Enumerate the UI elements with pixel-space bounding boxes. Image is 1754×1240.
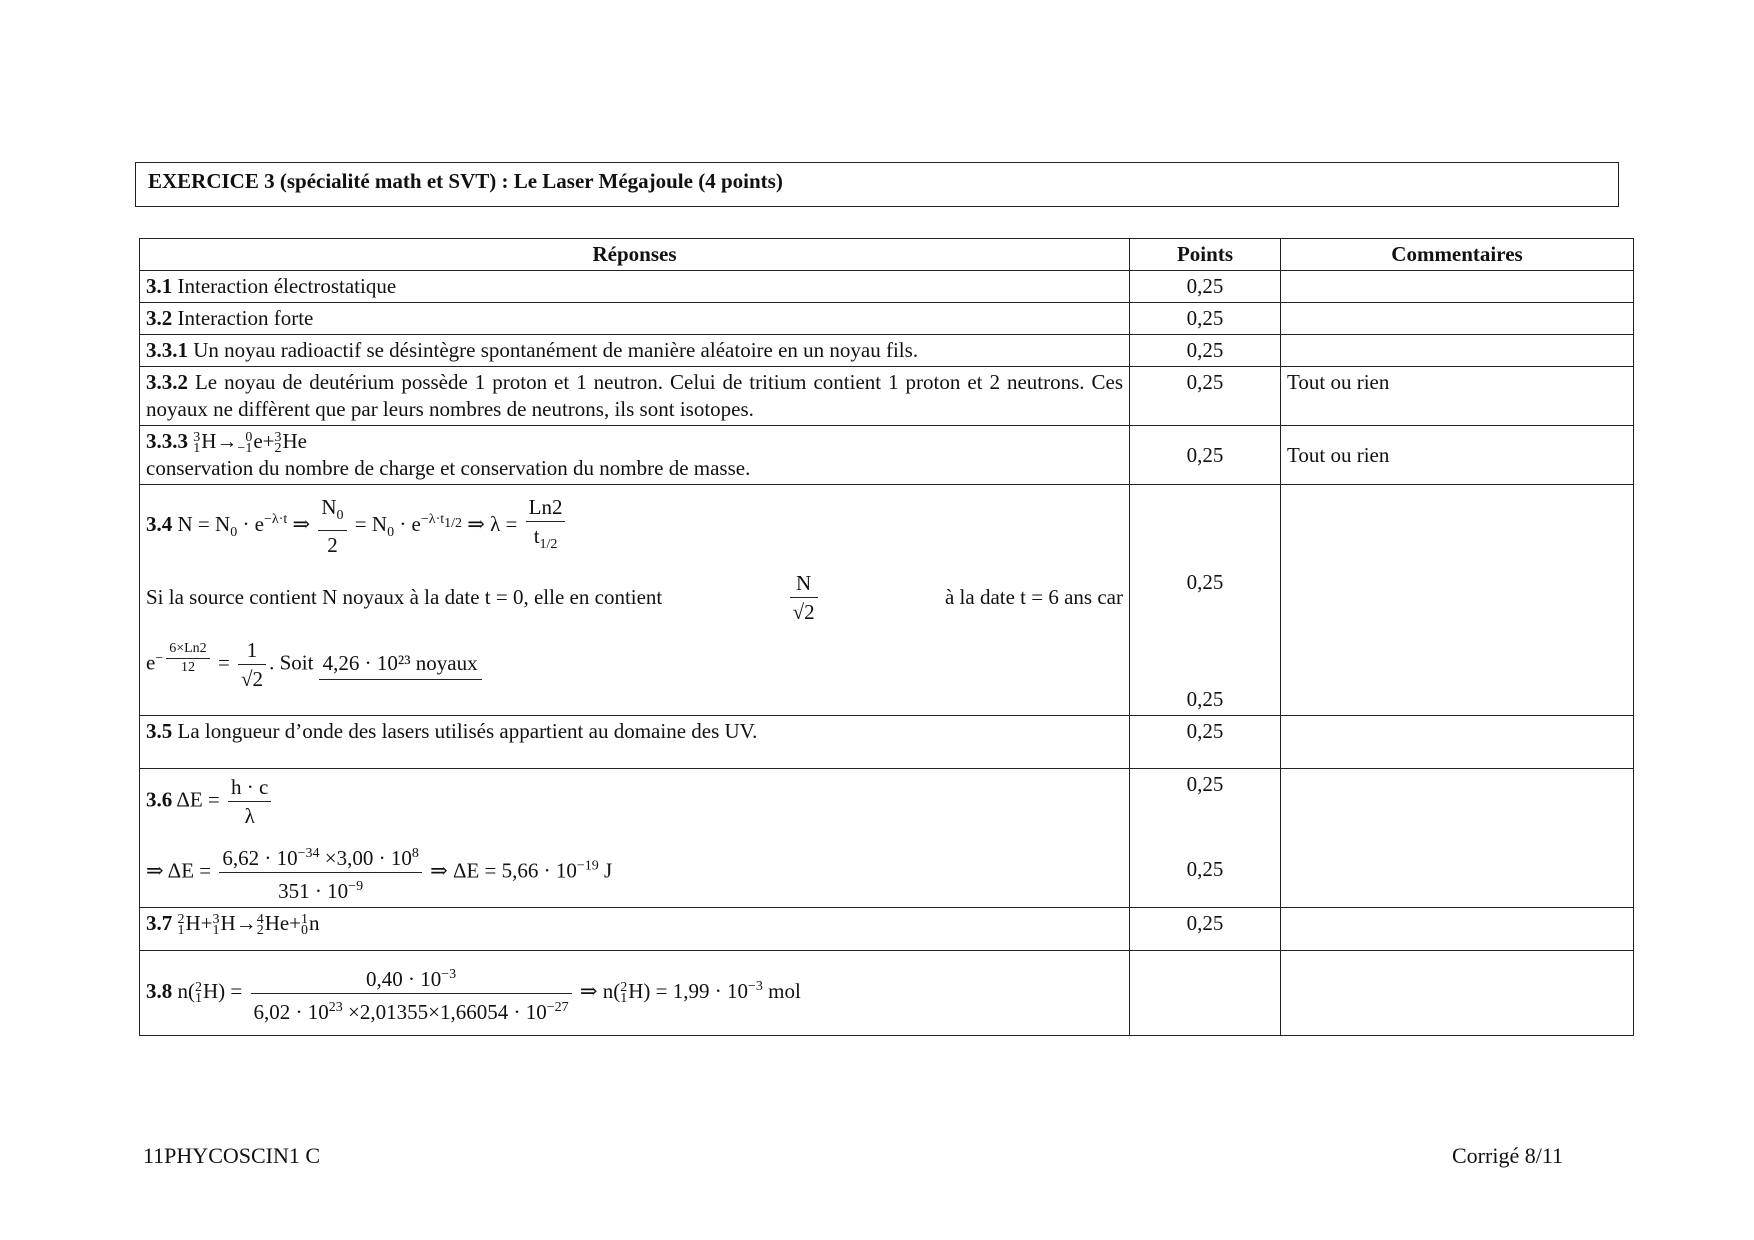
answer-text: Interaction forte bbox=[177, 306, 314, 330]
energy-calculation: ⇒ ΔE = $\frac{6,62 \cdot 10^{-34} \times 3,00 \cdot 10^8}{351 \cdot 10^{-9}}$ ⇒ $\Delta E = 5,66 \cdot 10^{-19}$ J bbox=[146, 840, 1123, 905]
answer-text: Le noyau de deutérium possède 1 proton et 1 neutron. Celui de tritium contient 1 proton et 2 neutrons. Ces noyaux ne diffèrent que par leurs nombres de neutrons, ils sont isotopes. bbox=[146, 370, 1124, 421]
source-sentence: Si la source contient N noyaux à la date t = 0, elle en contient $\frac{N}{√2}$ à la date t = 6 ans car bbox=[146, 571, 1123, 625]
exponential-result: $e^{- \frac{6\times Ln2}{12}}$ = $\frac{1}{√2}$ . Soit 4,26 · 10²³ noyaux bbox=[146, 636, 1123, 693]
points-cell bbox=[1130, 485, 1281, 716]
answer-text: Interaction électrostatique bbox=[177, 274, 397, 298]
comment-cell bbox=[1281, 271, 1634, 303]
comment-cell bbox=[1281, 951, 1634, 1036]
points-value: 0,25 bbox=[1130, 908, 1281, 951]
header-row bbox=[140, 239, 1634, 271]
mole-calculation: 3.8 n( 2 1 H) = $\frac{0,40 \cdot 10^{-3}}{6,02 \cdot 10^{23} \times 2,01355\times 1,66054 \cdot 10^{-27}}$ ⇒ n( 2 1 $H) = 1,99 \cdot 10^{-3}$ mol bbox=[146, 979, 801, 1003]
answer-text: Un noyau radioactif se désintègre spontanément de manière aléatoire en un noyau fils. bbox=[193, 338, 919, 362]
question-label: 3.3.2 bbox=[146, 370, 188, 394]
comment-cell bbox=[1281, 485, 1634, 716]
answer-table bbox=[139, 238, 1634, 1036]
points-value: 0,25 bbox=[1130, 335, 1281, 367]
decay-formula: 3.4 $N = N_0 \cdot e^{-\lambda\cdot t}$ ⇒ $\frac{N_0}{2}$ = $N_0 \cdot e^{-\lambda\cdot t_{1/2}}$ ⇒ λ = $\frac{Ln2}{t_{1/2}}$ bbox=[146, 493, 1123, 559]
fusion-equation: 3.7 2 1 H+ 3 1 H→ 4 2 He+ 1 0 n bbox=[146, 911, 320, 939]
comment-cell bbox=[1281, 908, 1634, 951]
question-label: 3.4 bbox=[146, 511, 173, 536]
table-row bbox=[140, 908, 1634, 951]
table-row bbox=[140, 271, 1634, 303]
comment-cell bbox=[1281, 716, 1634, 769]
table-row bbox=[140, 303, 1634, 335]
points-value: 0,25 bbox=[1130, 367, 1281, 426]
table-row bbox=[140, 335, 1634, 367]
table-row bbox=[140, 716, 1634, 769]
footer-page: Corrigé 8/11 bbox=[1452, 1143, 1563, 1168]
exercise-title: EXERCICE 3 (spécialité math et SVT) : Le Laser Mégajoule (4 points) bbox=[135, 162, 1619, 207]
points-value: 0,25 bbox=[1186, 687, 1224, 711]
header-points: Points bbox=[1130, 239, 1281, 271]
sentence-part-b: à la date t = 6 ans car bbox=[944, 585, 1123, 610]
points-value: 0,25 bbox=[1186, 772, 1224, 796]
question-label: 3.7 bbox=[146, 911, 173, 935]
nuclear-equation: 3.3.3 3 1 H→ 0 −1 e+ 3 2 He bbox=[146, 429, 307, 457]
table-row bbox=[140, 951, 1634, 1036]
energy-formula: 3.6 ΔE = $\frac{h \cdot c}{\lambda}$ bbox=[146, 773, 1123, 830]
points-value: 0,25 bbox=[1130, 303, 1281, 335]
table-row bbox=[140, 367, 1634, 426]
comment-cell bbox=[1281, 303, 1634, 335]
table-row bbox=[140, 769, 1634, 908]
answer-text: La longueur d’onde des lasers utilisés appartient au domaine des UV. bbox=[177, 719, 758, 743]
footer-code: 11PHYCOSCIN1 C bbox=[143, 1143, 321, 1168]
question-label: 3.5 bbox=[146, 719, 173, 743]
question-label: 3.6 bbox=[146, 787, 173, 812]
comment-cell bbox=[1281, 335, 1634, 367]
points-value: 0,25 bbox=[1186, 857, 1224, 881]
header-comments: Commentaires bbox=[1281, 239, 1634, 271]
question-label: 3.3.1 bbox=[146, 338, 188, 362]
table-row bbox=[140, 485, 1634, 716]
points-cell bbox=[1130, 951, 1281, 1036]
header-responses: Réponses bbox=[140, 239, 1130, 271]
result-value: 4,26 · 10²³ noyaux bbox=[319, 651, 482, 680]
question-label: 3.8 bbox=[146, 978, 173, 1003]
points-cell bbox=[1130, 769, 1281, 908]
points-value: 0,25 bbox=[1186, 570, 1224, 594]
answer-text: conservation du nombre de charge et conservation du nombre de masse. bbox=[146, 456, 751, 480]
question-label: 3.1 bbox=[146, 274, 173, 298]
comment-text: Tout ou rien bbox=[1281, 367, 1634, 426]
soit-text: . Soit bbox=[269, 650, 314, 675]
comment-text: Tout ou rien bbox=[1281, 426, 1634, 485]
question-label: 3.3.3 bbox=[146, 429, 188, 453]
points-value: 0,25 bbox=[1130, 426, 1281, 485]
points-value: 0,25 bbox=[1130, 271, 1281, 303]
sentence-part-a: Si la source contient N noyaux à la date t = 0, elle en contient bbox=[146, 585, 663, 610]
comment-cell bbox=[1281, 769, 1634, 908]
question-label: 3.2 bbox=[146, 306, 173, 330]
points-value: 0,25 bbox=[1130, 716, 1281, 769]
table-row bbox=[140, 426, 1634, 485]
